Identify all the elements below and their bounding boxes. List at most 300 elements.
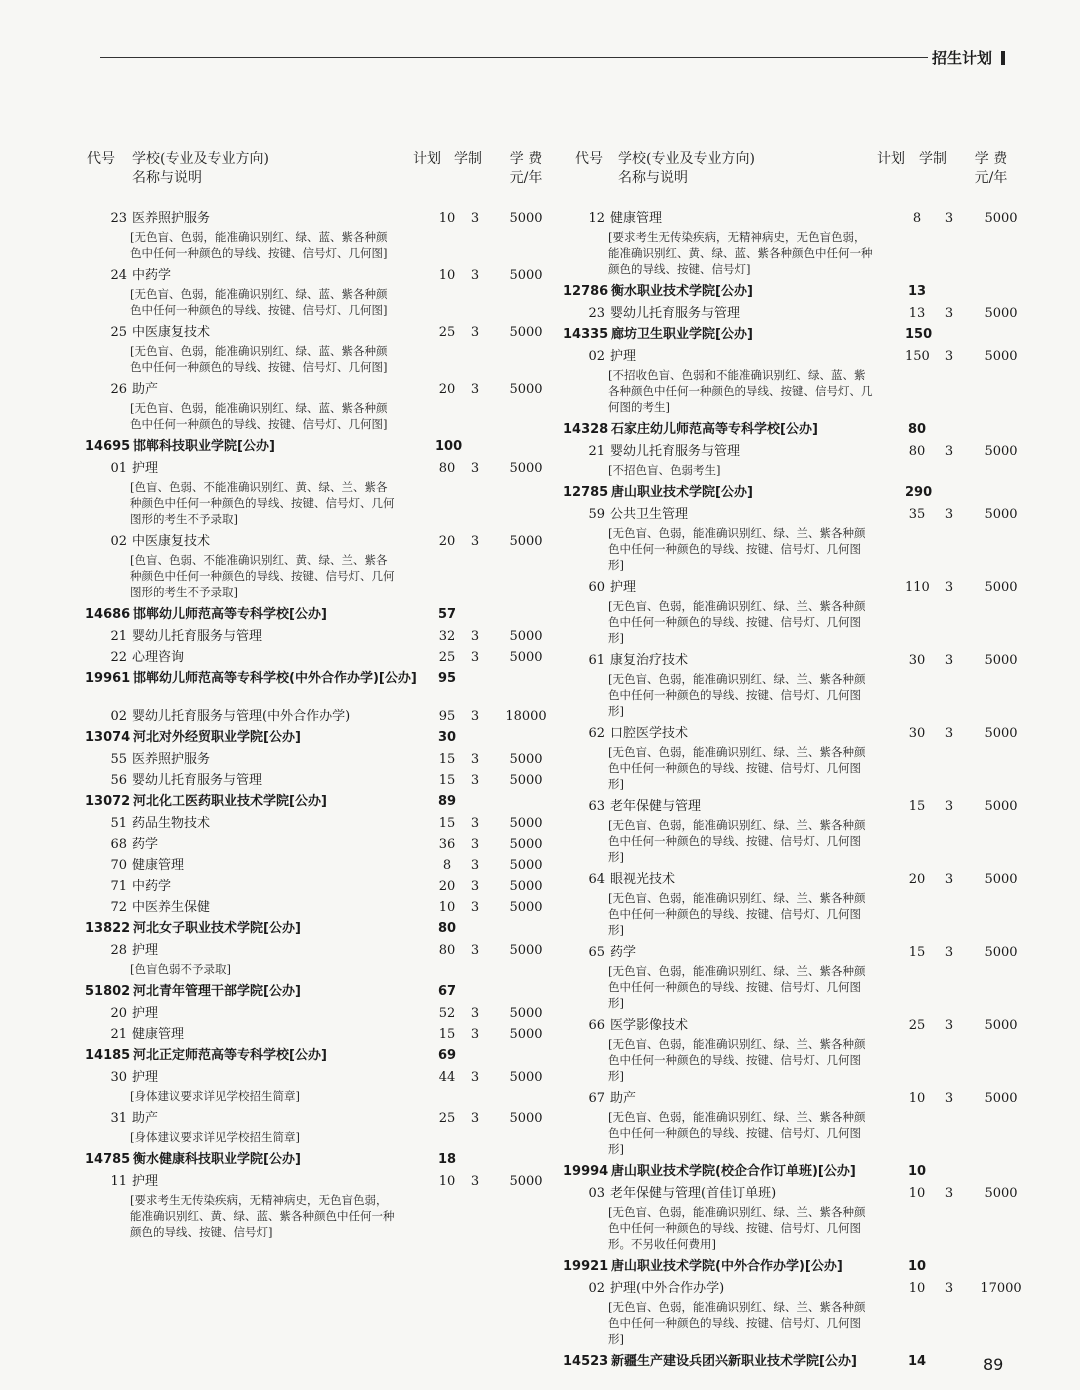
major-row <box>563 1015 1023 1088</box>
plan-count: 150 <box>905 349 930 364</box>
major-name: 婴幼儿托育服务与管理 <box>132 629 263 644</box>
major-name: 护理 <box>132 461 159 476</box>
study-years: 3 <box>944 799 954 814</box>
school-plan-total: 89 <box>437 794 457 809</box>
major-note: [无色盲、色弱，能准确识别红、绿、兰、紫各种颜色中任何一种颜色的导线、按键、信号灯、几何图形] <box>608 1110 866 1156</box>
study-years: 3 <box>470 211 480 226</box>
plan-count: 15 <box>438 773 456 788</box>
tuition-fee: 5000 <box>984 945 1018 960</box>
plan-count: 80 <box>438 943 456 958</box>
major-note: [无色盲、色弱，能准确识别红、绿、蓝、紫各种颜色中任何一种颜色的导线、按键、信号灯、几何图] <box>130 230 388 260</box>
major-row <box>85 706 555 727</box>
major-code: 11 <box>110 1174 127 1189</box>
study-years: 3 <box>470 816 480 831</box>
table-header <box>85 150 555 206</box>
school-name: 新疆生产建设兵团兴新职业技术学院[公办] <box>611 1354 857 1369</box>
major-name: 健康管理 <box>132 858 185 873</box>
major-name: 助产 <box>132 1111 159 1126</box>
study-years: 3 <box>944 1186 954 1201</box>
tuition-fee: 5000 <box>984 306 1018 321</box>
major-code: 20 <box>110 1006 127 1021</box>
study-years: 3 <box>944 1018 954 1033</box>
school-code: 19921 <box>563 1259 609 1274</box>
major-name: 医学影像技术 <box>610 1018 689 1033</box>
tuition-fee: 5000 <box>509 1027 543 1042</box>
school-row <box>563 324 1023 346</box>
major-name: 婴幼儿托育服务与管理 <box>610 306 741 321</box>
tuition-fee: 5000 <box>509 1006 543 1021</box>
major-row <box>85 855 555 876</box>
school-code: 12786 <box>563 284 609 299</box>
major-note: [身体建议要求详见学校招生简章] <box>130 1130 300 1144</box>
right-entries <box>563 208 1023 1373</box>
major-row <box>85 834 555 855</box>
tuition-fee: 5000 <box>509 461 543 476</box>
tuition-fee: 5000 <box>509 629 543 644</box>
header-plan: 计划 <box>413 151 441 167</box>
major-name: 中医养生保健 <box>132 900 211 915</box>
major-name: 药学 <box>132 837 159 852</box>
major-row <box>85 1067 555 1108</box>
major-code: 01 <box>110 461 127 476</box>
major-row <box>563 1278 1023 1351</box>
major-note: [色盲、色弱、不能准确识别红、黄、绿、兰、紫各种颜色中任何一种颜色的导线、按键、信号灯、几何图形的考生不予录取] <box>130 480 395 526</box>
major-row <box>563 1183 1023 1256</box>
plan-count: 110 <box>905 580 930 595</box>
major-note: [无色盲、色弱，能准确识别红、绿、蓝、紫各种颜色中任何一种颜色的导线、按键、信号灯、几何图] <box>130 344 388 374</box>
study-years: 3 <box>944 1091 954 1106</box>
plan-count: 15 <box>438 1027 456 1042</box>
plan-count: 20 <box>438 879 456 894</box>
tuition-fee: 5000 <box>509 752 543 767</box>
major-row <box>563 441 1023 482</box>
tuition-fee: 5000 <box>984 799 1018 814</box>
tuition-fee: 5000 <box>509 650 543 665</box>
major-name: 口腔医学技术 <box>610 726 689 741</box>
study-years: 3 <box>470 1174 480 1189</box>
major-note: [要求考生无传染疾病，无精神病史，无色盲色弱，能准确识别红、黄、绿、蓝、紫各种颜色中任何一种颜色的导线、按键、信号灯] <box>130 1193 395 1239</box>
tuition-fee: 5000 <box>509 1111 543 1126</box>
tuition-fee: 5000 <box>509 773 543 788</box>
school-name: 邯郸幼儿师范高等专科学校[公办] <box>133 607 327 622</box>
study-years: 3 <box>944 507 954 522</box>
major-row <box>85 379 555 436</box>
major-row <box>85 322 555 379</box>
header-school-line1: 学校(专业及专业方向) <box>132 151 269 167</box>
major-row <box>85 897 555 918</box>
major-name: 健康管理 <box>610 211 663 226</box>
header-fee <box>966 150 1016 188</box>
major-code: 02 <box>110 534 127 549</box>
tuition-fee: 5000 <box>509 382 543 397</box>
major-row <box>85 531 555 604</box>
major-note: [无色盲、色弱，能准确识别红、绿、兰、紫各种颜色中任何一种颜色的导线、按键、信号灯、几何图形。不另收任何费用] <box>608 1205 866 1251</box>
school-row <box>563 482 1023 504</box>
study-years: 3 <box>470 709 480 724</box>
school-plan-total: 30 <box>437 730 457 745</box>
major-name: 老年保健与管理 <box>610 799 702 814</box>
school-plan-total: 80 <box>437 921 457 936</box>
major-code: 02 <box>588 1281 605 1296</box>
major-row <box>85 458 555 531</box>
plan-count: 10 <box>908 1186 926 1201</box>
school-plan-total: 18 <box>437 1152 457 1167</box>
major-code: 51 <box>110 816 127 831</box>
school-plan-total: 14 <box>907 1354 927 1369</box>
major-code: 31 <box>110 1111 127 1126</box>
page-number: 89 <box>983 1355 1004 1374</box>
study-years: 3 <box>470 1027 480 1042</box>
major-row <box>563 577 1023 650</box>
major-code: 72 <box>110 900 127 915</box>
study-years: 3 <box>470 650 480 665</box>
study-years: 3 <box>944 872 954 887</box>
major-code: 59 <box>588 507 605 522</box>
left-column <box>85 150 555 1244</box>
study-years: 3 <box>944 1281 954 1296</box>
major-row <box>563 208 1023 281</box>
major-note: [无色盲、色弱，能准确识别红、绿、兰、紫各种颜色中任何一种颜色的导线、按键、信号灯、几何图形] <box>608 526 866 572</box>
header-fee-line1: 学 费 <box>974 151 1008 167</box>
school-code: 13072 <box>85 794 131 809</box>
major-note: [无色盲、色弱，能准确识别红、绿、兰、紫各种颜色中任何一种颜色的导线、按键、信号灯、几何图形] <box>608 672 866 718</box>
major-note: [无色盲、色弱，能准确识别红、绿、兰、紫各种颜色中任何一种颜色的导线、按键、信号灯、几何图形] <box>608 599 866 645</box>
tuition-fee: 5000 <box>509 943 543 958</box>
major-name: 医养照护服务 <box>132 211 211 226</box>
plan-count: 8 <box>442 858 452 873</box>
tuition-fee: 5000 <box>509 816 543 831</box>
plan-count: 13 <box>908 306 926 321</box>
major-note: [无色盲、色弱，能准确识别红、绿、兰、紫各种颜色中任何一种颜色的导线、按键、信号灯、几何图形] <box>608 891 866 937</box>
tuition-fee: 5000 <box>984 1186 1018 1201</box>
plan-count: 10 <box>438 900 456 915</box>
school-name: 河北女子职业技术学院[公办] <box>133 921 301 936</box>
school-name: 河北正定师范高等专科学校[公办] <box>133 1048 327 1063</box>
tuition-fee: 5000 <box>509 1070 543 1085</box>
school-plan-total: 13 <box>907 284 927 299</box>
major-code: 02 <box>588 349 605 364</box>
plan-count: 15 <box>908 799 926 814</box>
school-plan-total: 290 <box>905 485 933 500</box>
school-name: 唐山职业技术学院(校企合作订单班)[公办] <box>611 1164 856 1179</box>
tuition-fee: 17000 <box>980 1281 1022 1296</box>
major-name: 助产 <box>132 382 159 397</box>
plan-count: 25 <box>438 1111 456 1126</box>
header-plan: 计划 <box>877 151 905 167</box>
major-note: [无色盲、色弱，能准确识别红、绿、兰、紫各种颜色中任何一种颜色的导线、按键、信号灯、几何图形] <box>608 818 866 864</box>
study-years: 3 <box>944 444 954 459</box>
tuition-fee: 5000 <box>984 211 1018 226</box>
major-code: 63 <box>588 799 605 814</box>
school-code: 14523 <box>563 1354 609 1369</box>
school-name: 石家庄幼儿师范高等专科学校[公办] <box>611 422 818 437</box>
header-code: 代号 <box>575 151 603 167</box>
header-fee-line2: 元/年 <box>509 170 543 186</box>
major-name: 中医康复技术 <box>132 534 211 549</box>
major-name: 婴幼儿托育服务与管理 <box>132 773 263 788</box>
major-row <box>85 647 555 668</box>
school-name: 邯郸科技职业学院[公办] <box>133 439 275 454</box>
major-name: 护理 <box>132 1070 159 1085</box>
school-name: 河北化工医药职业技术学院[公办] <box>133 794 327 809</box>
tuition-fee: 5000 <box>509 879 543 894</box>
tuition-fee: 5000 <box>984 580 1018 595</box>
left-entries <box>85 208 555 1244</box>
school-code: 14185 <box>85 1048 131 1063</box>
tuition-fee: 5000 <box>984 444 1018 459</box>
study-years: 3 <box>944 726 954 741</box>
major-code: 66 <box>588 1018 605 1033</box>
tuition-fee: 5000 <box>509 268 543 283</box>
school-row <box>563 419 1023 441</box>
school-code: 14785 <box>85 1152 131 1167</box>
header-school-line1: 学校(专业及专业方向) <box>618 151 755 167</box>
plan-count: 80 <box>438 461 456 476</box>
school-row <box>85 1149 555 1171</box>
major-code: 23 <box>110 211 127 226</box>
major-code: 22 <box>110 650 127 665</box>
school-row <box>85 668 555 706</box>
plan-count: 10 <box>438 1174 456 1189</box>
major-code: 71 <box>110 879 127 894</box>
major-name: 医养照护服务 <box>132 752 211 767</box>
major-name: 护理 <box>132 943 159 958</box>
school-plan-total: 10 <box>907 1164 927 1179</box>
major-row <box>85 940 555 981</box>
plan-count: 20 <box>438 534 456 549</box>
major-row <box>85 813 555 834</box>
major-code: 12 <box>588 211 605 226</box>
study-years: 3 <box>470 1006 480 1021</box>
major-name: 眼视光技术 <box>610 872 676 887</box>
school-plan-total: 57 <box>437 607 457 622</box>
plan-count: 44 <box>438 1070 456 1085</box>
tuition-fee: 5000 <box>984 1091 1018 1106</box>
study-years: 3 <box>944 349 954 364</box>
plan-count: 52 <box>438 1006 456 1021</box>
study-years: 3 <box>944 653 954 668</box>
tuition-fee: 5000 <box>509 534 543 549</box>
plan-count: 15 <box>908 945 926 960</box>
major-code: 61 <box>588 653 605 668</box>
major-name: 护理 <box>132 1006 159 1021</box>
header-school-line2: 名称与说明 <box>618 170 688 186</box>
school-code: 19961 <box>85 671 131 686</box>
major-code: 28 <box>110 943 127 958</box>
tuition-fee: 5000 <box>984 653 1018 668</box>
school-row <box>85 436 555 458</box>
study-years: 3 <box>470 1111 480 1126</box>
major-row <box>85 1024 555 1045</box>
school-row <box>563 281 1023 303</box>
major-name: 婴幼儿托育服务与管理 <box>610 444 741 459</box>
header-rule <box>100 57 928 58</box>
school-name: 邯郸幼儿师范高等专科学校(中外合作办学)[公办] <box>133 671 417 686</box>
major-name: 护理 <box>132 1174 159 1189</box>
major-code: 30 <box>110 1070 127 1085</box>
tuition-fee: 5000 <box>984 872 1018 887</box>
major-code: 67 <box>588 1091 605 1106</box>
major-note: [要求考生无传染疾病，无精神病史，无色盲色弱，能准确识别红、黄、绿、蓝、紫各种颜色中任何一种颜色的导线、按键、信号灯] <box>608 230 873 276</box>
school-code: 14686 <box>85 607 131 622</box>
tuition-fee: 5000 <box>984 1018 1018 1033</box>
plan-count: 36 <box>438 837 456 852</box>
major-note: [色盲色弱不予录取] <box>130 962 231 976</box>
major-row <box>563 942 1023 1015</box>
right-column <box>563 150 1023 1373</box>
major-code: 26 <box>110 382 127 397</box>
plan-count: 10 <box>908 1091 926 1106</box>
major-name: 康复治疗技术 <box>610 653 689 668</box>
school-code: 13822 <box>85 921 131 936</box>
major-name: 助产 <box>610 1091 637 1106</box>
school-code: 12785 <box>563 485 609 500</box>
school-name: 河北对外经贸职业学院[公办] <box>133 730 301 745</box>
major-code: 21 <box>110 629 127 644</box>
tuition-fee: 18000 <box>505 709 547 724</box>
plan-count: 32 <box>438 629 456 644</box>
plan-count: 8 <box>912 211 922 226</box>
tuition-fee: 5000 <box>509 900 543 915</box>
school-row <box>85 981 555 1003</box>
major-row <box>563 650 1023 723</box>
school-row <box>563 1161 1023 1183</box>
major-row <box>563 869 1023 942</box>
header-fee-line2: 元/年 <box>974 170 1008 186</box>
major-row <box>563 796 1023 869</box>
plan-count: 20 <box>438 382 456 397</box>
school-row <box>563 1351 1023 1373</box>
plan-count: 30 <box>908 726 926 741</box>
school-row <box>85 727 555 749</box>
school-code: 19994 <box>563 1164 609 1179</box>
school-row <box>563 1256 1023 1278</box>
major-row <box>563 504 1023 577</box>
major-code: 62 <box>588 726 605 741</box>
major-name: 护理 <box>610 349 637 364</box>
major-name: 护理 <box>610 580 637 595</box>
school-row <box>85 1045 555 1067</box>
study-years: 3 <box>470 325 480 340</box>
major-name: 健康管理 <box>132 1027 185 1042</box>
tuition-fee: 5000 <box>984 726 1018 741</box>
plan-count: 95 <box>438 709 456 724</box>
major-code: 70 <box>110 858 127 873</box>
major-name: 中药学 <box>132 879 172 894</box>
major-note: [不招收色盲、色弱和不能准确识别红、绿、蓝、紫各种颜色中任何一种颜色的导线、按键、信号灯、几何图的考生] <box>608 368 873 414</box>
school-code: 14328 <box>563 422 609 437</box>
study-years: 3 <box>470 773 480 788</box>
school-code: 14695 <box>85 439 131 454</box>
major-note: [不招色盲、色弱考生] <box>608 463 721 477</box>
plan-count: 25 <box>438 325 456 340</box>
school-name: 河北青年管理干部学院[公办] <box>133 984 301 999</box>
major-code: 60 <box>588 580 605 595</box>
major-note: [无色盲、色弱，能准确识别红、绿、兰、紫各种颜色中任何一种颜色的导线、按键、信号灯、几何图形] <box>608 1037 866 1083</box>
school-plan-total: 150 <box>905 327 933 342</box>
school-name: 唐山职业技术学院(中外合作办学)[公办] <box>611 1259 843 1274</box>
major-code: 56 <box>110 773 127 788</box>
major-row <box>85 265 555 322</box>
header-years: 学制 <box>919 151 947 167</box>
study-years: 3 <box>470 943 480 958</box>
major-code: 21 <box>110 1027 127 1042</box>
school-name: 衡水健康科技职业学院[公办] <box>133 1152 301 1167</box>
school-name: 唐山职业技术学院[公办] <box>611 485 753 500</box>
major-name: 老年保健与管理(首佳订单班) <box>610 1186 777 1201</box>
major-note: [无色盲、色弱，能准确识别红、绿、兰、紫各种颜色中任何一种颜色的导线、按键、信号灯、几何图形] <box>608 964 866 1010</box>
school-plan-total: 67 <box>437 984 457 999</box>
major-code: 25 <box>110 325 127 340</box>
study-years: 3 <box>470 629 480 644</box>
plan-count: 25 <box>908 1018 926 1033</box>
plan-count: 15 <box>438 752 456 767</box>
school-row <box>85 604 555 626</box>
plan-count: 80 <box>908 444 926 459</box>
plan-count: 35 <box>908 507 926 522</box>
plan-count: 15 <box>438 816 456 831</box>
study-years: 3 <box>470 1070 480 1085</box>
study-years: 3 <box>470 268 480 283</box>
school-plan-total: 95 <box>437 671 457 686</box>
major-note: [身体建议要求详见学校招生简章] <box>130 1089 300 1103</box>
major-row <box>563 1088 1023 1161</box>
study-years: 3 <box>470 382 480 397</box>
study-years: 3 <box>470 461 480 476</box>
study-years: 3 <box>944 945 954 960</box>
major-note: [无色盲、色弱，能准确识别红、绿、蓝、紫各种颜色中任何一种颜色的导线、按键、信号灯、几何图] <box>130 287 388 317</box>
table-header <box>563 150 1023 206</box>
major-row <box>85 876 555 897</box>
header-school <box>618 150 755 188</box>
section-title: 招生计划 <box>932 49 993 67</box>
major-note: [无色盲、色弱，能准确识别红、绿、兰、紫各种颜色中任何一种颜色的导线、按键、信号灯、几何图形] <box>608 745 866 791</box>
school-row <box>85 791 555 813</box>
study-years: 3 <box>944 580 954 595</box>
major-name: 药品生物技术 <box>132 816 211 831</box>
school-code: 51802 <box>85 984 131 999</box>
major-name: 药学 <box>610 945 637 960</box>
major-row <box>563 346 1023 419</box>
major-name: 心理咨询 <box>132 650 185 665</box>
header-fee <box>503 150 549 188</box>
tuition-fee: 5000 <box>509 1174 543 1189</box>
major-name: 公共卫生管理 <box>610 507 689 522</box>
header-code: 代号 <box>87 151 115 167</box>
major-name: 护理(中外合作办学) <box>610 1281 725 1296</box>
tuition-fee: 5000 <box>984 507 1018 522</box>
major-code: 23 <box>588 306 605 321</box>
tuition-fee: 5000 <box>509 858 543 873</box>
school-plan-total: 10 <box>907 1259 927 1274</box>
tuition-fee: 5000 <box>509 837 543 852</box>
major-row <box>85 208 555 265</box>
study-years: 3 <box>470 858 480 873</box>
major-row <box>563 723 1023 796</box>
major-code: 55 <box>110 752 127 767</box>
major-code: 02 <box>110 709 127 724</box>
school-code: 14335 <box>563 327 609 342</box>
study-years: 3 <box>470 534 480 549</box>
major-row <box>85 1003 555 1024</box>
school-name: 衡水职业技术学院[公办] <box>611 284 753 299</box>
major-row <box>85 770 555 791</box>
school-plan-total: 100 <box>435 439 463 454</box>
school-row <box>85 918 555 940</box>
major-row <box>85 1108 555 1149</box>
tuition-fee: 5000 <box>984 349 1018 364</box>
major-code: 64 <box>588 872 605 887</box>
